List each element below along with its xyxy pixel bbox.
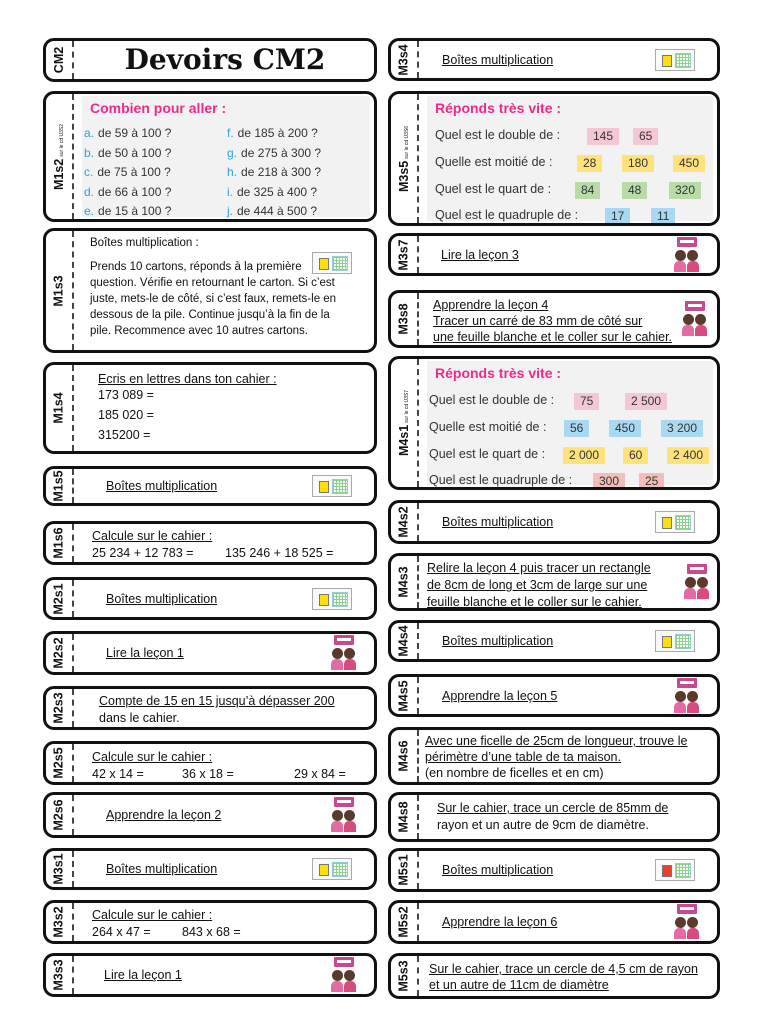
question-label: Quel est le double de : [429, 393, 555, 407]
exercise-item [84, 165, 171, 179]
multiplication-boxes-icon [655, 49, 695, 71]
item-letter: f. [227, 126, 234, 140]
card-tab: M2s5 [46, 744, 74, 782]
lesson-book-icon [330, 797, 358, 833]
value-chip: 300 [593, 473, 625, 490]
card-text: Boîtes multiplication [442, 863, 554, 877]
exercise-heading: Combien pour aller : [90, 100, 227, 116]
exercise-panel [427, 96, 713, 221]
value-chip: 84 [575, 182, 600, 199]
item-text: de 75 à 100 ? [97, 165, 171, 179]
exercise-panel [427, 361, 713, 488]
card-title: Boîtes multiplication : [90, 237, 199, 249]
card-m2s6 [43, 792, 377, 838]
card-m3s4 [388, 38, 720, 81]
card-m4s6 [388, 727, 720, 785]
value-chip: 450 [609, 420, 641, 437]
value-chip: 48 [622, 182, 647, 199]
card-line: Compte de 15 en 15 jusqu’à dépasser 200 [99, 694, 335, 708]
card-title: Calcule sur le cahier : [92, 750, 213, 764]
lesson-book-icon [330, 957, 358, 993]
value-chip: 2 400 [667, 447, 709, 464]
item-text: de 218 à 300 ? [241, 165, 322, 179]
card-tab: M3s8 [391, 293, 419, 345]
exercise-heading: Réponds très vite : [435, 100, 562, 116]
card-line: 843 x 68 = [182, 925, 241, 939]
card-m2s5 [43, 741, 377, 785]
card-tab: M2s6 [46, 795, 74, 835]
question-label: Quelle est moitié de : [429, 420, 547, 434]
card-tab: M2s1 [46, 580, 74, 617]
value-chip: 17 [605, 208, 630, 225]
card-tab: M5s1 [391, 851, 419, 889]
value-chip: 65 [633, 128, 658, 145]
card-tab: M4s5 [391, 677, 419, 714]
card-tab: M5s2 [391, 903, 419, 941]
exercise-item [227, 126, 318, 140]
card-title: Calcule sur le cahier : [92, 908, 213, 922]
item-text: de 275 à 300 ? [241, 145, 322, 160]
card-tab: M4s3 [391, 556, 419, 608]
value-chip: 28 [577, 155, 602, 172]
value-chip: 2 000 [563, 447, 605, 464]
question-label: Quel est le quart de : [429, 447, 546, 461]
lesson-book-icon [673, 904, 701, 940]
multiplication-boxes-icon [312, 475, 352, 497]
multiplication-boxes-icon [312, 858, 352, 880]
question-label: Quel est le quart de : [435, 182, 552, 196]
card-tab: M4s8 [391, 795, 419, 839]
card-m3s3 [43, 953, 377, 997]
value-chip: 11 [651, 208, 675, 225]
exercise-item [84, 146, 171, 160]
item-letter: b. [84, 145, 95, 160]
lesson-book-icon [673, 237, 701, 273]
card-line: 173 089 = [98, 388, 154, 402]
exercise-item [84, 204, 171, 218]
card-m3s5 [388, 91, 720, 226]
card-line: feuille blanche et le coller sur le cahier. [427, 595, 642, 609]
card-tab: M3s4 [391, 41, 419, 78]
card-line: 42 x 14 = [92, 767, 144, 781]
card-tab: M2s3 [46, 689, 74, 727]
card-tab: M4s4 [391, 623, 419, 659]
card-text: Lire la leçon 1 [104, 968, 182, 982]
card-tab: M3s3 [46, 956, 74, 994]
card-line: 135 246 + 18 525 = [225, 546, 334, 560]
card-line: Tracer un carré de 83 mm de côté sur [433, 314, 643, 328]
card-m5s2 [388, 900, 720, 944]
card-title: Calcule sur le cahier : [92, 529, 213, 543]
page-title: Devoirs CM2 [124, 43, 326, 76]
exercise-item [84, 126, 171, 140]
exercise-item [84, 185, 171, 199]
card-text: Apprendre la leçon 6 [442, 915, 558, 929]
exercise-heading: Réponds très vite : [435, 365, 562, 381]
card-tab: M1s6 [46, 524, 74, 562]
card-tab: M3s1 [46, 851, 74, 887]
card-m1s6 [43, 521, 377, 565]
card-m4s1 [388, 356, 720, 490]
card-m2s3 [43, 686, 377, 730]
exercise-item [227, 165, 321, 179]
lesson-book-icon [330, 635, 358, 671]
question-label: Quel est le double de : [435, 128, 561, 142]
value-chip: 320 [669, 182, 701, 199]
card-line: dans le cahier. [99, 711, 180, 725]
card-m3s2 [43, 900, 377, 944]
item-text: de 325 à 400 ? [237, 184, 318, 199]
lesson-book-icon [683, 564, 711, 600]
card-m4s4 [388, 620, 720, 662]
card-line: une feuille blanche et le coller sur le cahier. [433, 330, 673, 344]
item-letter: e. [84, 204, 95, 218]
card-line: et un autre de 11cm de diamètre [429, 978, 609, 992]
question-label: Quel est le quadruple de : [429, 473, 573, 487]
exercise-item [227, 185, 317, 199]
card-m3s7 [388, 233, 720, 276]
card-text: Lire la leçon 1 [106, 646, 184, 660]
item-text: de 50 à 100 ? [98, 145, 172, 160]
card-line: Sur le cahier, trace un cercle de 85mm de [437, 801, 669, 815]
card-line: 36 x 18 = [182, 767, 234, 781]
card-line: 264 x 47 = [92, 925, 151, 939]
card-tab: M3s5sur le cd U3S6 [391, 94, 419, 223]
lesson-book-icon [673, 678, 701, 714]
value-chip: 75 [574, 393, 599, 410]
item-text: de 59 à 100 ? [98, 126, 172, 140]
question-label: Quelle est moitié de : [435, 155, 553, 169]
card-tab: M4s6 [391, 730, 419, 782]
multiplication-boxes-icon [312, 252, 352, 274]
card-m5s3 [388, 953, 720, 999]
card-line: 29 x 84 = [294, 767, 346, 781]
exercise-panel [82, 96, 370, 217]
card-text: Boîtes multiplication [106, 479, 218, 493]
lesson-book-icon [681, 301, 709, 337]
value-chip: 2 500 [625, 393, 667, 410]
card-text: Boîtes multiplication [442, 515, 554, 529]
card-line: Avec une ficelle de 25cm de longueur, trouve le [425, 734, 688, 748]
card-text: Boîtes multiplication [106, 591, 218, 606]
item-letter: j. [227, 204, 233, 218]
multiplication-boxes-icon [655, 511, 695, 533]
item-text: de 15 à 100 ? [98, 204, 172, 218]
card-tab: M4s2 [391, 503, 419, 541]
card-text: Lire la leçon 3 [441, 247, 519, 262]
value-chip: 145 [587, 128, 619, 145]
card-line: (en nombre de ficelles et en cm) [425, 766, 604, 780]
card-line: Apprendre la leçon 4 [433, 298, 549, 312]
item-letter: d. [84, 184, 95, 199]
multiplication-boxes-icon [655, 630, 695, 652]
value-chip: 56 [564, 420, 589, 437]
card-line: 315200 = [98, 428, 151, 442]
card-m2s1 [43, 577, 377, 620]
item-text: de 66 à 100 ? [98, 184, 172, 199]
item-letter: c. [84, 165, 94, 179]
card-tab: M1s2sur le cd U3S2 [46, 94, 74, 219]
card-tab: CM2 [46, 41, 74, 79]
card-text: Apprendre la leçon 2 [106, 808, 222, 822]
card-text: Boîtes multiplication [106, 862, 218, 876]
value-chip: 450 [673, 155, 705, 172]
item-letter: a. [84, 126, 95, 140]
card-m1s3 [43, 228, 377, 353]
card-tab: M5s3 [391, 956, 419, 996]
card-m5s1 [388, 848, 720, 892]
card-m4s2 [388, 500, 720, 544]
card-m1s2 [43, 91, 377, 222]
card-line: 25 234 + 12 783 = [92, 546, 194, 560]
value-chip: 25 [639, 473, 664, 490]
header-card [43, 38, 377, 82]
card-line: rayon et un autre de 9cm de diamètre. [437, 818, 649, 832]
card-line: 185 020 = [98, 408, 154, 422]
card-text: Apprendre la leçon 5 [442, 688, 558, 703]
card-tab: M1s3 [46, 231, 74, 350]
card-tab: M1s4 [46, 365, 74, 451]
multiplication-boxes-icon [312, 588, 352, 610]
item-text: de 444 à 500 ? [237, 204, 318, 218]
value-chip: 60 [623, 447, 648, 464]
card-line: périmètre d’une table de ta maison. [425, 750, 621, 764]
card-title: Ecris en lettres dans ton cahier : [98, 372, 277, 386]
card-m4s8 [388, 792, 720, 842]
card-tab: M2s2 [46, 634, 74, 672]
item-text: de 185 à 200 ? [237, 126, 318, 140]
item-letter: g. [227, 145, 238, 160]
card-m3s1 [43, 848, 377, 890]
card-text: Boîtes multiplication [442, 52, 554, 67]
multiplication-boxes-icon [655, 859, 695, 881]
card-m1s4 [43, 362, 377, 454]
exercise-item [227, 146, 321, 160]
card-line: de 8cm de long et 3cm de large sur une [427, 578, 648, 592]
card-tab: M3s2 [46, 903, 74, 941]
card-line: Relire la leçon 4 puis tracer un rectangle [427, 561, 651, 575]
item-letter: i. [227, 184, 233, 199]
exercise-item [227, 204, 317, 218]
card-tab: M1s5 [46, 469, 74, 503]
card-tab: M4s1sur le cd U3S7 [391, 359, 419, 487]
card-m4s3 [388, 553, 720, 611]
value-chip: 180 [622, 155, 654, 172]
item-letter: h. [227, 165, 238, 179]
value-chip: 3 200 [661, 420, 703, 437]
card-m4s5 [388, 674, 720, 717]
card-tab: M3s7 [391, 236, 419, 273]
card-m3s8 [388, 290, 720, 348]
card-line: Sur le cahier, trace un cercle de 4,5 cm de rayon [429, 962, 698, 976]
card-text: Boîtes multiplication [442, 634, 554, 648]
card-text: Prends 10 cartons, réponds à la première question. Vérifie en retournant le carton. Si c’est juste, mets-le de côté, si c’est faux, remets-le en dessous de la pile. Continue jusqu’à la fin de la pile. Recommence avec 10 autres cartons. [90, 261, 337, 337]
question-label: Quel est le quadruple de : [435, 208, 579, 222]
card-m2s2 [43, 631, 377, 675]
card-m1s5 [43, 466, 377, 506]
